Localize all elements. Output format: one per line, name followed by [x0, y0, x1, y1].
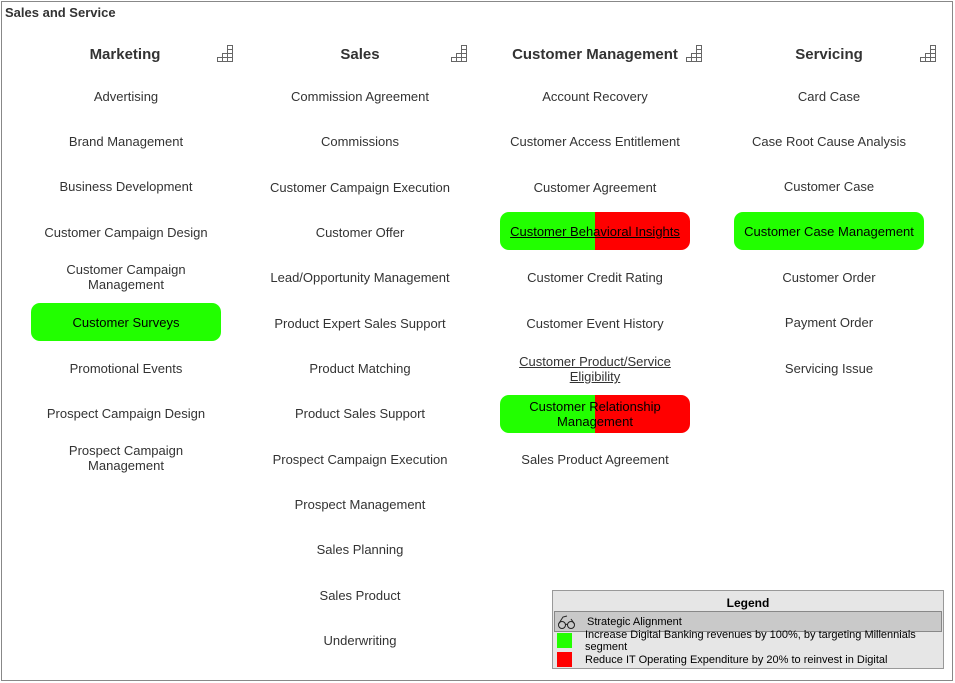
glasses-icon	[557, 614, 577, 630]
column-header-customer-management: Customer Management	[512, 46, 678, 63]
capability-customer-campaign-execution[interactable]: Customer Campaign Execution	[270, 179, 450, 195]
capability-customer-event-history[interactable]: Customer Event History	[526, 315, 664, 331]
capability-customer-order[interactable]: Customer Order	[782, 269, 876, 285]
capability-account-recovery[interactable]: Account Recovery	[542, 88, 648, 104]
column-header-marketing: Marketing	[89, 46, 161, 63]
capability-lead-opportunity-management[interactable]: Lead/Opportunity Management	[270, 269, 450, 285]
capability-product-expert-sales-support[interactable]: Product Expert Sales Support	[274, 315, 446, 331]
capability-product-matching[interactable]: Product Matching	[309, 360, 411, 376]
capability-brand-management[interactable]: Brand Management	[68, 133, 184, 149]
capability-customer-surveys[interactable]: Customer Surveys	[31, 303, 221, 341]
red-swatch	[557, 652, 572, 667]
capability-customer-agreement[interactable]: Customer Agreement	[533, 179, 657, 195]
hierarchy-icon[interactable]	[919, 45, 937, 63]
legend-entry-green	[554, 628, 942, 653]
legend-title: Legend	[726, 596, 770, 610]
legend-entry-label: Increase Digital Banking revenues by 100%, by targeting Millennials segment	[585, 628, 916, 653]
green-swatch	[557, 633, 572, 648]
capability-prospect-campaign-management[interactable]: Prospect Campaign Management	[68, 443, 184, 473]
legend-entry-label: Reduce IT Operating Expenditure by 20% to reinvest in Digital	[585, 653, 888, 666]
capability-prospect-campaign-execution[interactable]: Prospect Campaign Execution	[272, 451, 448, 467]
capability-customer-access-entitlement[interactable]: Customer Access Entitlement	[510, 133, 680, 149]
capability-customer-behavioral-insights[interactable]: Customer Behavioral Insights	[500, 212, 690, 250]
capability-customer-case-management[interactable]: Customer Case Management	[734, 212, 924, 250]
capability-customer-campaign-design[interactable]: Customer Campaign Design	[44, 224, 208, 240]
capability-promotional-events[interactable]: Promotional Events	[69, 360, 183, 376]
capability-business-development[interactable]: Business Development	[59, 178, 193, 194]
capability-servicing-issue[interactable]: Servicing Issue	[784, 360, 874, 376]
capability-prospect-campaign-design[interactable]: Prospect Campaign Design	[46, 405, 206, 421]
hierarchy-icon[interactable]	[685, 45, 703, 63]
capability-customer-relationship-management[interactable]: Customer Relationship Management	[500, 395, 690, 433]
capability-underwriting[interactable]: Underwriting	[323, 632, 397, 648]
capability-customer-campaign-management[interactable]: Customer Campaign Management	[66, 262, 186, 292]
container-title: Sales and Service	[5, 5, 116, 20]
capability-customer-product-service-eligibility[interactable]: Customer Product/Service Eligibility	[519, 354, 671, 384]
capability-card-case[interactable]: Card Case	[797, 88, 861, 104]
legend	[552, 590, 944, 669]
hierarchy-icon[interactable]	[450, 45, 468, 63]
capability-product-sales-support[interactable]: Product Sales Support	[294, 405, 426, 421]
capability-commission-agreement[interactable]: Commission Agreement	[291, 88, 429, 104]
column-header-servicing: Servicing	[795, 46, 863, 63]
capability-customer-offer[interactable]: Customer Offer	[315, 224, 405, 240]
legend-entry-red	[554, 650, 942, 669]
capability-sales-product[interactable]: Sales Product	[319, 587, 401, 603]
capability-payment-order[interactable]: Payment Order	[784, 314, 874, 330]
capability-sales-product-agreement[interactable]: Sales Product Agreement	[521, 451, 669, 467]
column-header-sales: Sales	[340, 46, 380, 63]
legend-strategic-label: Strategic Alignment	[587, 615, 682, 628]
capability-advertising[interactable]: Advertising	[93, 88, 159, 104]
capability-case-root-cause-analysis[interactable]: Case Root Cause Analysis	[752, 133, 906, 149]
capability-commissions[interactable]: Commissions	[320, 133, 399, 149]
capability-customer-credit-rating[interactable]: Customer Credit Rating	[527, 269, 663, 285]
capability-prospect-management[interactable]: Prospect Management	[294, 496, 426, 512]
capability-customer-case[interactable]: Customer Case	[783, 178, 875, 194]
capability-sales-planning[interactable]: Sales Planning	[316, 541, 404, 557]
hierarchy-icon[interactable]	[216, 45, 234, 63]
